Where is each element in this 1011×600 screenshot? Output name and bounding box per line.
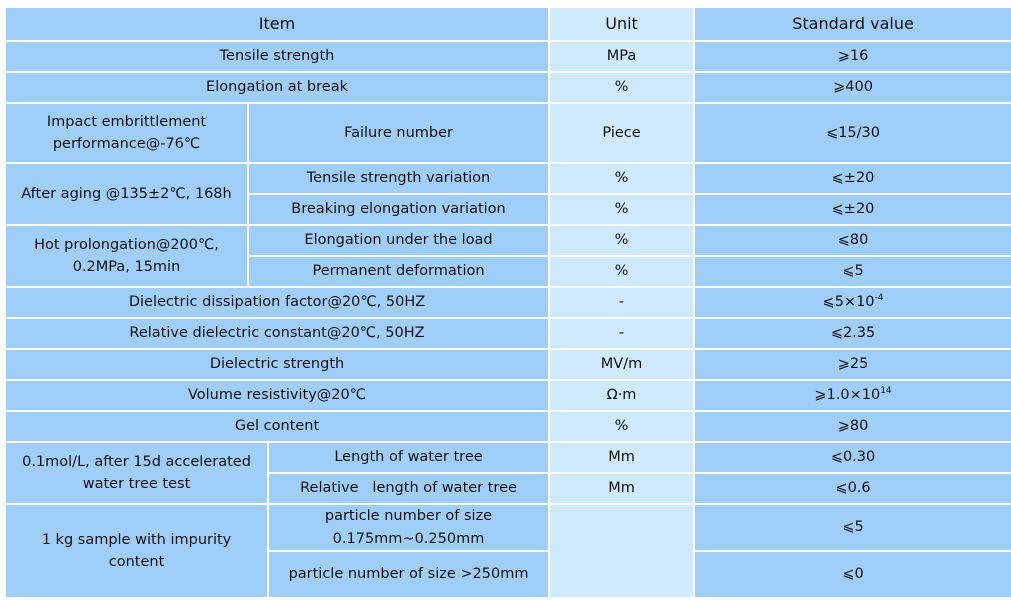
value-cell: ⩽80	[695, 226, 1011, 255]
table-row	[6, 73, 1011, 102]
group-cell: 0.1mol/L, after 15d accelerated water tree test	[6, 443, 267, 503]
group-cell: Hot prolongation@200℃, 0.2MPa, 15min	[6, 226, 247, 286]
value-base: ⩽5×10	[822, 294, 875, 311]
item-cell: Volume resistivity@20℃	[6, 381, 548, 410]
item-cell: Relative dielectric constant@20℃, 50HZ	[6, 319, 548, 348]
unit-cell: Mm	[550, 474, 693, 503]
table-row	[6, 104, 1011, 162]
table-row	[6, 443, 1011, 472]
spec-table	[4, 6, 1011, 599]
item-cell: Tensile strength	[6, 42, 548, 71]
unit-cell: MV/m	[550, 350, 693, 379]
value-exponent: -4	[874, 293, 884, 304]
header-standard-value: Standard value	[695, 8, 1011, 40]
table-row	[6, 42, 1011, 71]
table-row	[6, 505, 1011, 550]
value-base: ⩾1.0×10	[814, 387, 881, 404]
sub-item-cell: Elongation under the load	[249, 226, 548, 255]
unit-cell: Piece	[550, 104, 693, 162]
value-cell: ⩽0.30	[695, 443, 1011, 472]
unit-cell: -	[550, 288, 693, 317]
sub-item-cell: particle number of size >250mm	[269, 552, 548, 597]
unit-cell: %	[550, 164, 693, 193]
value-cell: ⩽15/30	[695, 104, 1011, 162]
value-cell: ⩾16	[695, 42, 1011, 71]
unit-cell: Mm	[550, 443, 693, 472]
value-cell: ⩾25	[695, 350, 1011, 379]
value-cell: ⩽0.6	[695, 474, 1011, 503]
table-row	[6, 164, 1011, 193]
value-cell	[695, 288, 1011, 317]
sub-item-cell: Tensile strength variation	[249, 164, 548, 193]
item-cell: Elongation at break	[6, 73, 548, 102]
unit-cell: -	[550, 319, 693, 348]
table-row	[6, 226, 1011, 255]
table-row	[6, 350, 1011, 379]
table-row	[6, 381, 1011, 410]
value-cell: ⩽5	[695, 505, 1011, 550]
header-unit: Unit	[550, 8, 693, 40]
item-cell: Dielectric dissipation factor@20℃, 50HZ	[6, 288, 548, 317]
unit-cell	[550, 505, 693, 597]
unit-cell: Ω·m	[550, 381, 693, 410]
sub-item-cell: Failure number	[249, 104, 548, 162]
group-cell: After aging @135±2℃, 168h	[6, 164, 247, 224]
value-cell	[695, 381, 1011, 410]
sub-item-cell: Relative length of water tree	[269, 474, 548, 503]
value-cell: ⩾400	[695, 73, 1011, 102]
value-cell: ⩽2.35	[695, 319, 1011, 348]
value-cell: ⩽±20	[695, 164, 1011, 193]
sub-item-cell: Length of water tree	[269, 443, 548, 472]
value-cell: ⩾80	[695, 412, 1011, 441]
sub-item-cell: Permanent deformation	[249, 257, 548, 286]
unit-cell: %	[550, 73, 693, 102]
sub-item-cell: particle number of size 0.175mm~0.250mm	[269, 505, 548, 550]
header-item: Item	[6, 8, 548, 40]
unit-cell: %	[550, 412, 693, 441]
table-row	[6, 412, 1011, 441]
sub-item-cell: Breaking elongation variation	[249, 195, 548, 224]
value-cell: ⩽0	[695, 552, 1011, 597]
value-exponent: 14	[880, 386, 892, 397]
group-cell: 1 kg sample with impurity content	[6, 505, 267, 597]
table-row	[6, 288, 1011, 317]
unit-cell: %	[550, 195, 693, 224]
value-cell: ⩽±20	[695, 195, 1011, 224]
value-cell: ⩽5	[695, 257, 1011, 286]
unit-cell: %	[550, 226, 693, 255]
table-row	[6, 319, 1011, 348]
table-header-row	[6, 8, 1011, 40]
unit-cell: %	[550, 257, 693, 286]
unit-cell: MPa	[550, 42, 693, 71]
item-cell: Dielectric strength	[6, 350, 548, 379]
item-cell: Gel content	[6, 412, 548, 441]
group-cell: Impact embrittlement performance@-76℃	[6, 104, 247, 162]
